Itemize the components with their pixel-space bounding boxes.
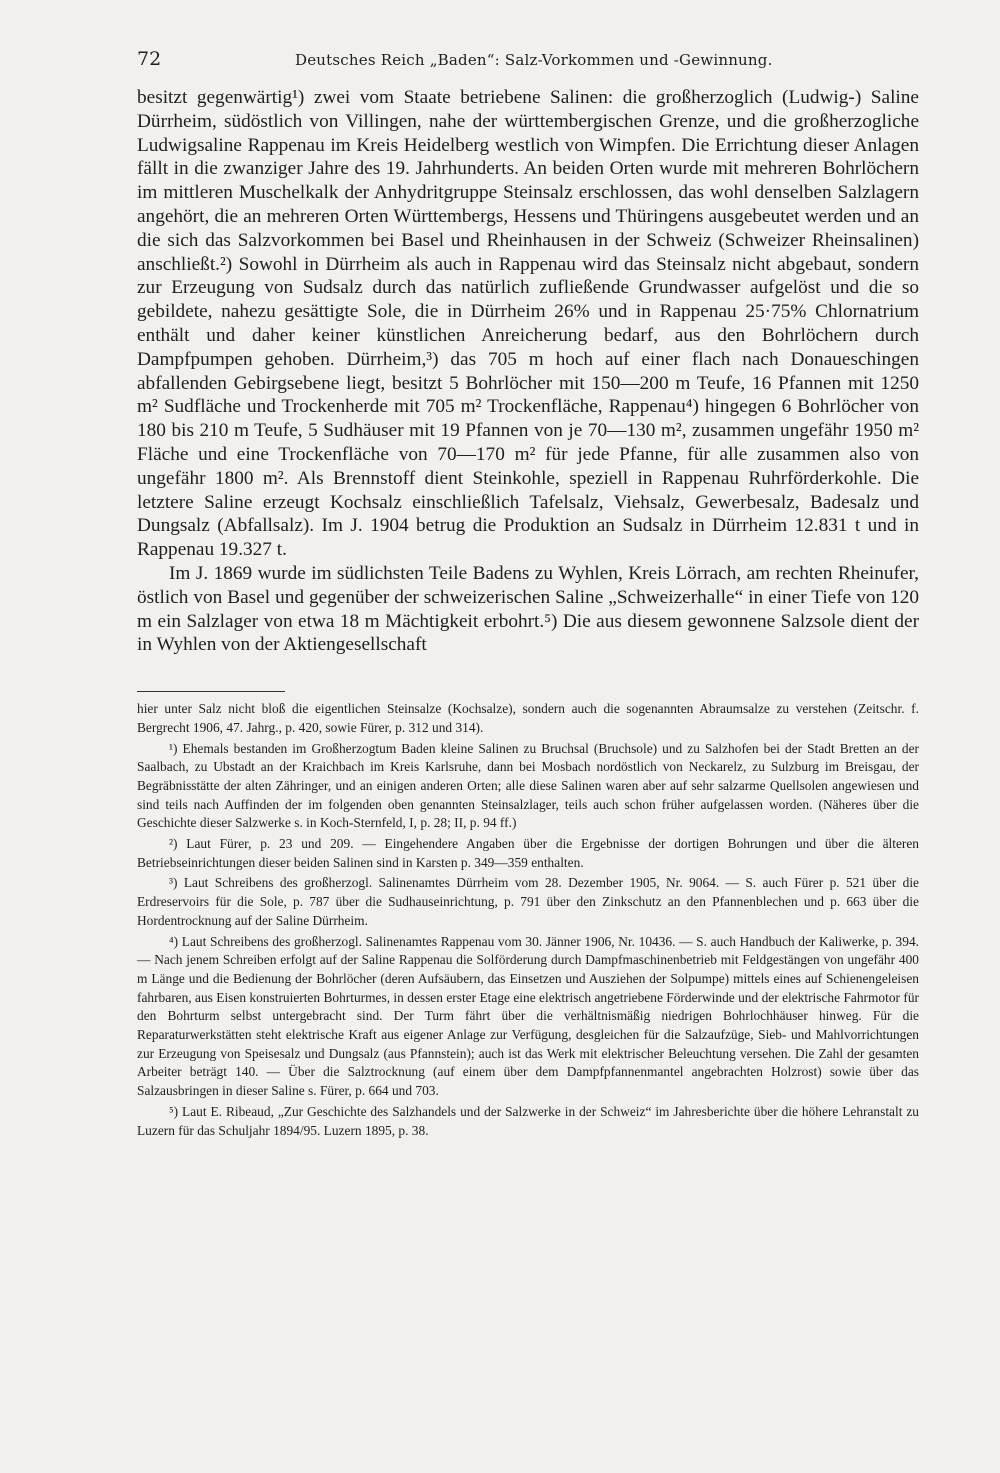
body-text [137, 86, 919, 657]
footnote-4: ⁴) Laut Schreibens des großherzogl. Salinenamtes Rappenau vom 30. Jänner 1906, Nr. 10436. — S. auch Handbuch der Kaliwerke, p. 394. — Nach jenem Schreiben erfolgt auf der Saline Rappenau die Solförderung durch Dampfmaschinenbetrieb mit Feldgestängen von ungefähr 400 m Länge und die Bedienung der Bohrlöcher (deren Aufsäubern, das Einsetzen und Ausziehen der Solpumpe) mittels eines auf Schienengeleisen fahrbaren, aus Eisen konstruierten Bohrturmes, in dessen erster Etage eine elektrisch angetriebene Förderwinde und der elektrische Fahrmotor für den Bohrturm selbst untergebracht sind. Der Turm fährt über die verhältnismäßig niedrigen Bohrlochhäuser hinweg. Für die Reparaturwerkstätten steht elektrische Kraft aus eigener Anlage zur Verfügung, desgleichen für die Salzaufzüge, Sieb- und Mahlvorrichtungen zur Erzeugung von Speisesalz und Dungsalz (aus Pfannstein); auch ist das Werk mit elektrischer Beleuchtung versehen. Die Zahl der gesamten Arbeiter beträgt 140. — Über die Salztrocknung (auf einem über dem Dampfpfannenmantel angebrachten Holzrost) sowie über das Salzausbringen in dieser Saline s. Fürer, p. 664 und 703. [137, 933, 919, 1099]
footnote-divider [137, 691, 285, 692]
body-paragraph-2: Im J. 1869 wurde im südlichsten Teile Badens zu Wyhlen, Kreis Lörrach, am rechten Rheinufer, östlich von Basel und gegenüber der schweizerischen Saline „Schweizerhalle“ in einer Tiefe von 120 m ein Salzlager von etwa 18 m Mächtigkeit erbohrt.⁵) Die aus diesem gewonnene Salzsole dient der in Wyhlen von der Aktiengesellschaft [137, 562, 919, 656]
body-paragraph-1: besitzt gegenwärtig¹) zwei vom Staate betriebene Salinen: die großherzoglich (Ludwig-) Saline Dürrheim, südöstlich von Villingen, nahe der württembergischen Grenze, und die großherzogliche Ludwigsaline Rappenau im Kreis Heidelberg westlich von Wimpfen. Die Errichtung dieser Anlagen fällt in die zwanziger Jahre des 19. Jahrhunderts. An beiden Orten wurde mit mehreren Bohrlöchern im mittleren Muschelkalk der Anhydritgruppe Steinsalz erschlossen, das wohl denselben Salzlagern angehört, die an mehreren Orten Württembergs, Hessens und Thüringens ausgebeutet werden und an die sich das Salzvorkommen bei Basel und Rheinhausen in der Schweiz (Schweizer Rheinsalinen) anschließt.²) Sowohl in Dürrheim als auch in Rappenau wird das Steinsalz nicht abgebaut, sondern zur Erzeugung von Sudsalz durch das natürlich zufließende Grundwasser aufgelöst und die so gebildete, nahezu gesättigte Sole, die in Dürrheim 26% und in Rappenau 25·75% Chlornatrium enthält und daher keiner künstlichen Anreicherung bedarf, aus den Bohrlöchern durch Dampfpumpen gehoben. Dürrheim,³) das 705 m hoch auf einer flach nach Donaueschingen abfallenden Gebirgsebene liegt, besitzt 5 Bohrlöcher mit 150—200 m Teufe, 16 Pfannen mit 1250 m² Sudfläche und Trockenherde mit 705 m² Trockenfläche, Rappenau⁴) hingegen 6 Bohrlöcher von 180 bis 210 m Teufe, 5 Sudhäuser mit 19 Pfannen von je 70—130 m², zusammen ungefähr 1950 m² Fläche und eine Trockenfläche von 70—170 m² für jede Pfanne, für alle zusammen also von ungefähr 1800 m². Als Brennstoff dient Steinkohle, speziell in Rappenau Ruhrförderkohle. Die letztere Saline erzeugt Kochsalz einschließlich Tafelsalz, Viehsalz, Gewerbesalz, Badesalz und Dungsalz (Abfallsalz). Im J. 1904 betrug die Produktion an Sudsalz in Dürrheim 12.831 t und in Rappenau 19.327 t. [137, 87, 919, 561]
footnote-2: ²) Laut Fürer, p. 23 und 209. — Eingehendere Angaben über die Ergebnisse der dortigen Bohrungen und über die älteren Betriebseinrichtungen dieser beiden Salinen sind in Karsten p. 349—359 enthalten. [137, 836, 919, 870]
running-title: Deutsches Reich „Baden“: Salz-Vorkommen und -Gewinnung. [295, 51, 773, 69]
page-number: 72 [137, 48, 162, 70]
footnote-5: ⁵) Laut E. Ribeaud, „Zur Geschichte des Salzhandels und der Salzwerke in der Schweiz“ im Jahresberichte über die höhere Lehranstalt zu Luzern für das Schuljahr 1894/95. Luzern 1895, p. 38. [137, 1103, 919, 1138]
footnote-1: ¹) Ehemals bestanden im Großherzogtum Baden kleine Salinen zu Bruchsal (Bruchsole) und zu Salzhofen bei der Stadt Bretten an der Saalbach, zu Ubstadt an der Kraichbach im Kreis Karlsruhe, dann bei Mosbach nordöstlich von Neckarelz, zu Sulzburg im Breisgau, der Begräbnisstätte der alten Zähringer, und an einigen anderen Orten; alle diese Salinen waren aber auf sehr salzarme Quellsolen angewiesen und sind teils nach Auffinden der im folgenden oben genannten Steinsalzlager, teils auch schon früher aufgelassen worden. (Näheres über die Geschichte dieser Salzwerke s. in Koch-Sternfeld, I, p. 28; II, p. 94 ff.) [137, 740, 919, 831]
footnotes [137, 700, 919, 1140]
footnote-3: ³) Laut Schreibens des großherzogl. Salinenamtes Dürrheim vom 28. Dezember 1905, Nr. 9064. — S. auch Fürer p. 521 über die Erdreservoirs für die Sole, p. 787 über die Sudhauseinrichtung, p. 791 über den Zinkschutz an den Pfannenblechen und p. 663 über die Hordentrocknung auf der Saline Dürrheim. [137, 875, 919, 928]
page-header [137, 48, 919, 76]
footnote-continuation: hier unter Salz nicht bloß die eigentlichen Steinsalze (Kochsalze), sondern auch die sogenannten Abraumsalze zu verstehen (Zeitschr. f. Bergrecht 1906, 47. Jahrg., p. 420, sowie Fürer, p. 312 und 314). [137, 701, 919, 735]
document-page [137, 48, 919, 1142]
